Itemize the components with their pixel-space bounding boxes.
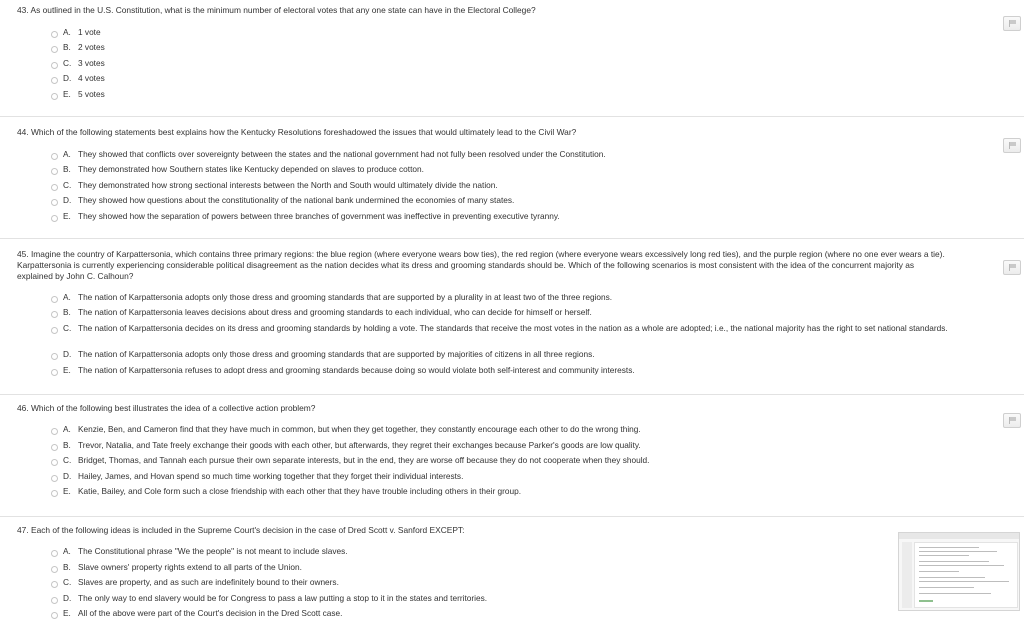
question-number: 45.	[17, 249, 29, 259]
radio-button[interactable]	[51, 612, 58, 619]
radio-button[interactable]	[51, 369, 58, 376]
option-letter: B.	[63, 164, 71, 174]
radio-button[interactable]	[51, 327, 58, 334]
answer-option[interactable]	[51, 307, 991, 323]
option-letter: B.	[63, 307, 71, 317]
question-text	[17, 249, 947, 282]
answer-option[interactable]	[51, 440, 991, 456]
radio-button[interactable]	[51, 459, 58, 466]
option-letter: D.	[63, 593, 72, 603]
radio-button[interactable]	[51, 550, 58, 557]
answer-option[interactable]	[51, 58, 991, 74]
option-letter: D.	[63, 195, 72, 205]
option-letter: D.	[63, 73, 72, 83]
flag-question-button[interactable]	[1003, 260, 1021, 275]
option-text: The nation of Karpattersonia adopts only those dress and grooming standards that are supported by a plurality in at least two of the three regions.	[78, 292, 613, 302]
thumbnail-line	[919, 555, 969, 556]
flag-icon	[1009, 264, 1016, 270]
thumbnail-line	[919, 587, 974, 588]
option-letter: A.	[63, 292, 71, 302]
option-text: 3 votes	[78, 58, 105, 68]
thumbnail-toolbar	[899, 533, 1020, 539]
option-text: They showed that conflicts over sovereignty between the states and the national government had not fully been resolved under the Constitution.	[78, 149, 606, 159]
radio-button[interactable]	[51, 597, 58, 604]
radio-button[interactable]	[51, 581, 58, 588]
answer-option[interactable]	[51, 89, 991, 105]
thumbnail-line	[919, 571, 959, 572]
option-letter: E.	[63, 486, 71, 496]
option-letter: A.	[63, 546, 71, 556]
flag-icon	[1009, 417, 1016, 423]
option-letter: A.	[63, 27, 71, 37]
option-text: They demonstrated how Southern states like Kentucky depended on slaves to produce cotton.	[78, 164, 424, 174]
answer-option[interactable]	[51, 349, 991, 365]
flag-icon	[1009, 142, 1016, 148]
option-text: They showed how questions about the constitutionality of the national bank undermined the economies of many states.	[78, 195, 515, 205]
thumbnail-line	[919, 551, 997, 552]
thumbnail-line	[919, 561, 989, 562]
question-text	[17, 525, 977, 536]
radio-button[interactable]	[51, 215, 58, 222]
option-letter: C.	[63, 323, 72, 333]
option-text: They showed how the separation of powers between three branches of government was ineffective in preventing executive tyranny.	[78, 211, 560, 221]
answer-option[interactable]	[51, 164, 991, 180]
question-divider	[0, 516, 1024, 517]
option-letter: B.	[63, 42, 71, 52]
option-text: 5 votes	[78, 89, 105, 99]
question-number: 47.	[17, 525, 29, 535]
option-text: Bridget, Thomas, and Tannah each pursue their own separate interests, but in the end, they are worse off because they do not cooperate when they should.	[78, 455, 650, 465]
radio-button[interactable]	[51, 62, 58, 69]
radio-button[interactable]	[51, 199, 58, 206]
radio-button[interactable]	[51, 93, 58, 100]
radio-button[interactable]	[51, 153, 58, 160]
question-divider	[0, 238, 1024, 239]
question-divider	[0, 116, 1024, 117]
radio-button[interactable]	[51, 31, 58, 38]
option-letter: C.	[63, 58, 72, 68]
option-text: Trevor, Natalia, and Tate freely exchange their goods with each other, but afterwards, they regret their exchanges because Parker's goods are low quality.	[78, 440, 641, 450]
thumbnail-pane	[914, 542, 1018, 608]
option-letter: C.	[63, 455, 72, 465]
flag-question-button[interactable]	[1003, 413, 1021, 428]
answer-option[interactable]	[51, 365, 991, 381]
answer-option[interactable]	[51, 180, 991, 196]
radio-button[interactable]	[51, 168, 58, 175]
flag-icon	[1009, 20, 1016, 26]
option-text: 1 vote	[78, 27, 101, 37]
question-prompt: Imagine the country of Karpattersonia, which contains three primary regions: the blue region (where everyone wears bow ties), the red region (where everyone wears excessively long red ties), and the purple region (where no one ever wears a tie). Karpattersonia is currently experiencing considerable political disagreement as the nation decides what its dress and grooming standards should be. Which of the following scenarios is most consistent with the idea of the concurrent majority as explained by John C. Calhoun?	[17, 249, 945, 281]
answer-option[interactable]	[51, 577, 991, 593]
option-text: Kenzie, Ben, and Cameron find that they have much in common, but when they get together, they constantly encourage each other to do the wrong thing.	[78, 424, 641, 434]
option-text: All of the above were part of the Court's decision in the Dred Scott case.	[78, 608, 343, 618]
radio-button[interactable]	[51, 566, 58, 573]
flag-question-button[interactable]	[1003, 138, 1021, 153]
radio-button[interactable]	[51, 353, 58, 360]
question-number: 46.	[17, 403, 29, 413]
screenshot-thumbnail[interactable]	[898, 532, 1020, 611]
option-text: The nation of Karpattersonia adopts only those dress and grooming standards that are supported by majorities of citizens in all three regions.	[78, 349, 595, 359]
answer-option[interactable]	[51, 424, 991, 440]
option-letter: A.	[63, 149, 71, 159]
radio-button[interactable]	[51, 428, 58, 435]
option-text: Slaves are property, and as such are indefinitely bound to their owners.	[78, 577, 339, 587]
radio-button[interactable]	[51, 444, 58, 451]
answer-option[interactable]	[51, 608, 991, 624]
question-prompt: As outlined in the U.S. Constitution, what is the minimum number of electoral votes that any one state can have in the Electoral College?	[30, 5, 536, 15]
option-letter: B.	[63, 440, 71, 450]
flag-question-button[interactable]	[1003, 16, 1021, 31]
answer-option[interactable]	[51, 292, 991, 308]
option-letter: E.	[63, 365, 71, 375]
thumbnail-line	[919, 547, 979, 548]
question-number: 44.	[17, 127, 29, 137]
option-letter: B.	[63, 562, 71, 572]
thumbnail-highlight	[919, 600, 933, 602]
radio-button[interactable]	[51, 475, 58, 482]
option-letter: C.	[63, 180, 72, 190]
option-text: The Constitutional phrase "We the people" is not meant to include slaves.	[78, 546, 348, 556]
answer-option[interactable]	[51, 593, 991, 609]
answer-option[interactable]	[51, 42, 991, 58]
thumbnail-line	[919, 577, 985, 578]
question-prompt: Each of the following ideas is included in the Supreme Court's decision in the case of Dred Scott v. Sanford EXCEPT:	[30, 525, 465, 535]
answer-option[interactable]	[51, 149, 991, 165]
radio-button[interactable]	[51, 311, 58, 318]
radio-button[interactable]	[51, 184, 58, 191]
option-text: Hailey, James, and Hovan spend so much time working together that they forget their individual interests.	[78, 471, 464, 481]
answer-option[interactable]	[51, 27, 991, 43]
option-letter: A.	[63, 424, 71, 434]
option-letter: D.	[63, 471, 72, 481]
option-text: The nation of Karpattersonia leaves decisions about dress and grooming standards to each individual, who can decide for himself or herself.	[78, 307, 592, 317]
question-number: 43.	[17, 5, 29, 15]
option-text: 4 votes	[78, 73, 105, 83]
answer-option[interactable]	[51, 471, 991, 487]
thumbnail-line	[919, 593, 991, 594]
option-letter: C.	[63, 577, 72, 587]
option-text: Slave owners' property rights extend to all parts of the Union.	[78, 562, 302, 572]
option-letter: D.	[63, 349, 72, 359]
question-divider	[0, 394, 1024, 395]
answer-option[interactable]	[51, 195, 991, 211]
question-text	[17, 403, 977, 414]
option-letter: E.	[63, 608, 71, 618]
radio-button[interactable]	[51, 46, 58, 53]
question-text	[17, 5, 977, 16]
answer-option[interactable]	[51, 211, 991, 227]
option-text: The nation of Karpattersonia refuses to adopt dress and grooming standards because doing so would violate both self-interest and community interests.	[78, 365, 635, 375]
thumbnail-line	[919, 565, 1004, 566]
option-text: Katie, Bailey, and Cole form such a close friendship with each other that they have trouble including others in their group.	[78, 486, 522, 496]
answer-option[interactable]	[51, 455, 991, 471]
answer-option[interactable]	[51, 323, 991, 347]
answer-option[interactable]	[51, 73, 991, 89]
option-letter: E.	[63, 211, 71, 221]
option-text: The only way to end slavery would be for Congress to pass a law putting a stop to it in the states and territories.	[78, 593, 488, 603]
question-prompt: Which of the following best illustrates the idea of a collective action problem?	[30, 403, 316, 413]
answer-option[interactable]	[51, 546, 991, 562]
thumbnail-sidebar	[902, 542, 912, 608]
option-text: The nation of Karpattersonia decides on its dress and grooming standards by holding a vote. The standards that receive the most votes in the nation as a whole are adopted; i.e., the national majority has the right to set national standards.	[78, 323, 948, 333]
radio-button[interactable]	[51, 490, 58, 497]
radio-button[interactable]	[51, 77, 58, 84]
question-text	[17, 127, 977, 138]
option-text: 2 votes	[78, 42, 105, 52]
question-prompt: Which of the following statements best explains how the Kentucky Resolutions foreshadowed the issues that would ultimately lead to the Civil War?	[30, 127, 577, 137]
option-letter: E.	[63, 89, 71, 99]
answer-option[interactable]	[51, 562, 991, 578]
option-text: They demonstrated how strong sectional interests between the North and South would ultimately divide the nation.	[78, 180, 498, 190]
thumbnail-line	[919, 581, 1009, 582]
radio-button[interactable]	[51, 296, 58, 303]
answer-option[interactable]	[51, 486, 991, 502]
